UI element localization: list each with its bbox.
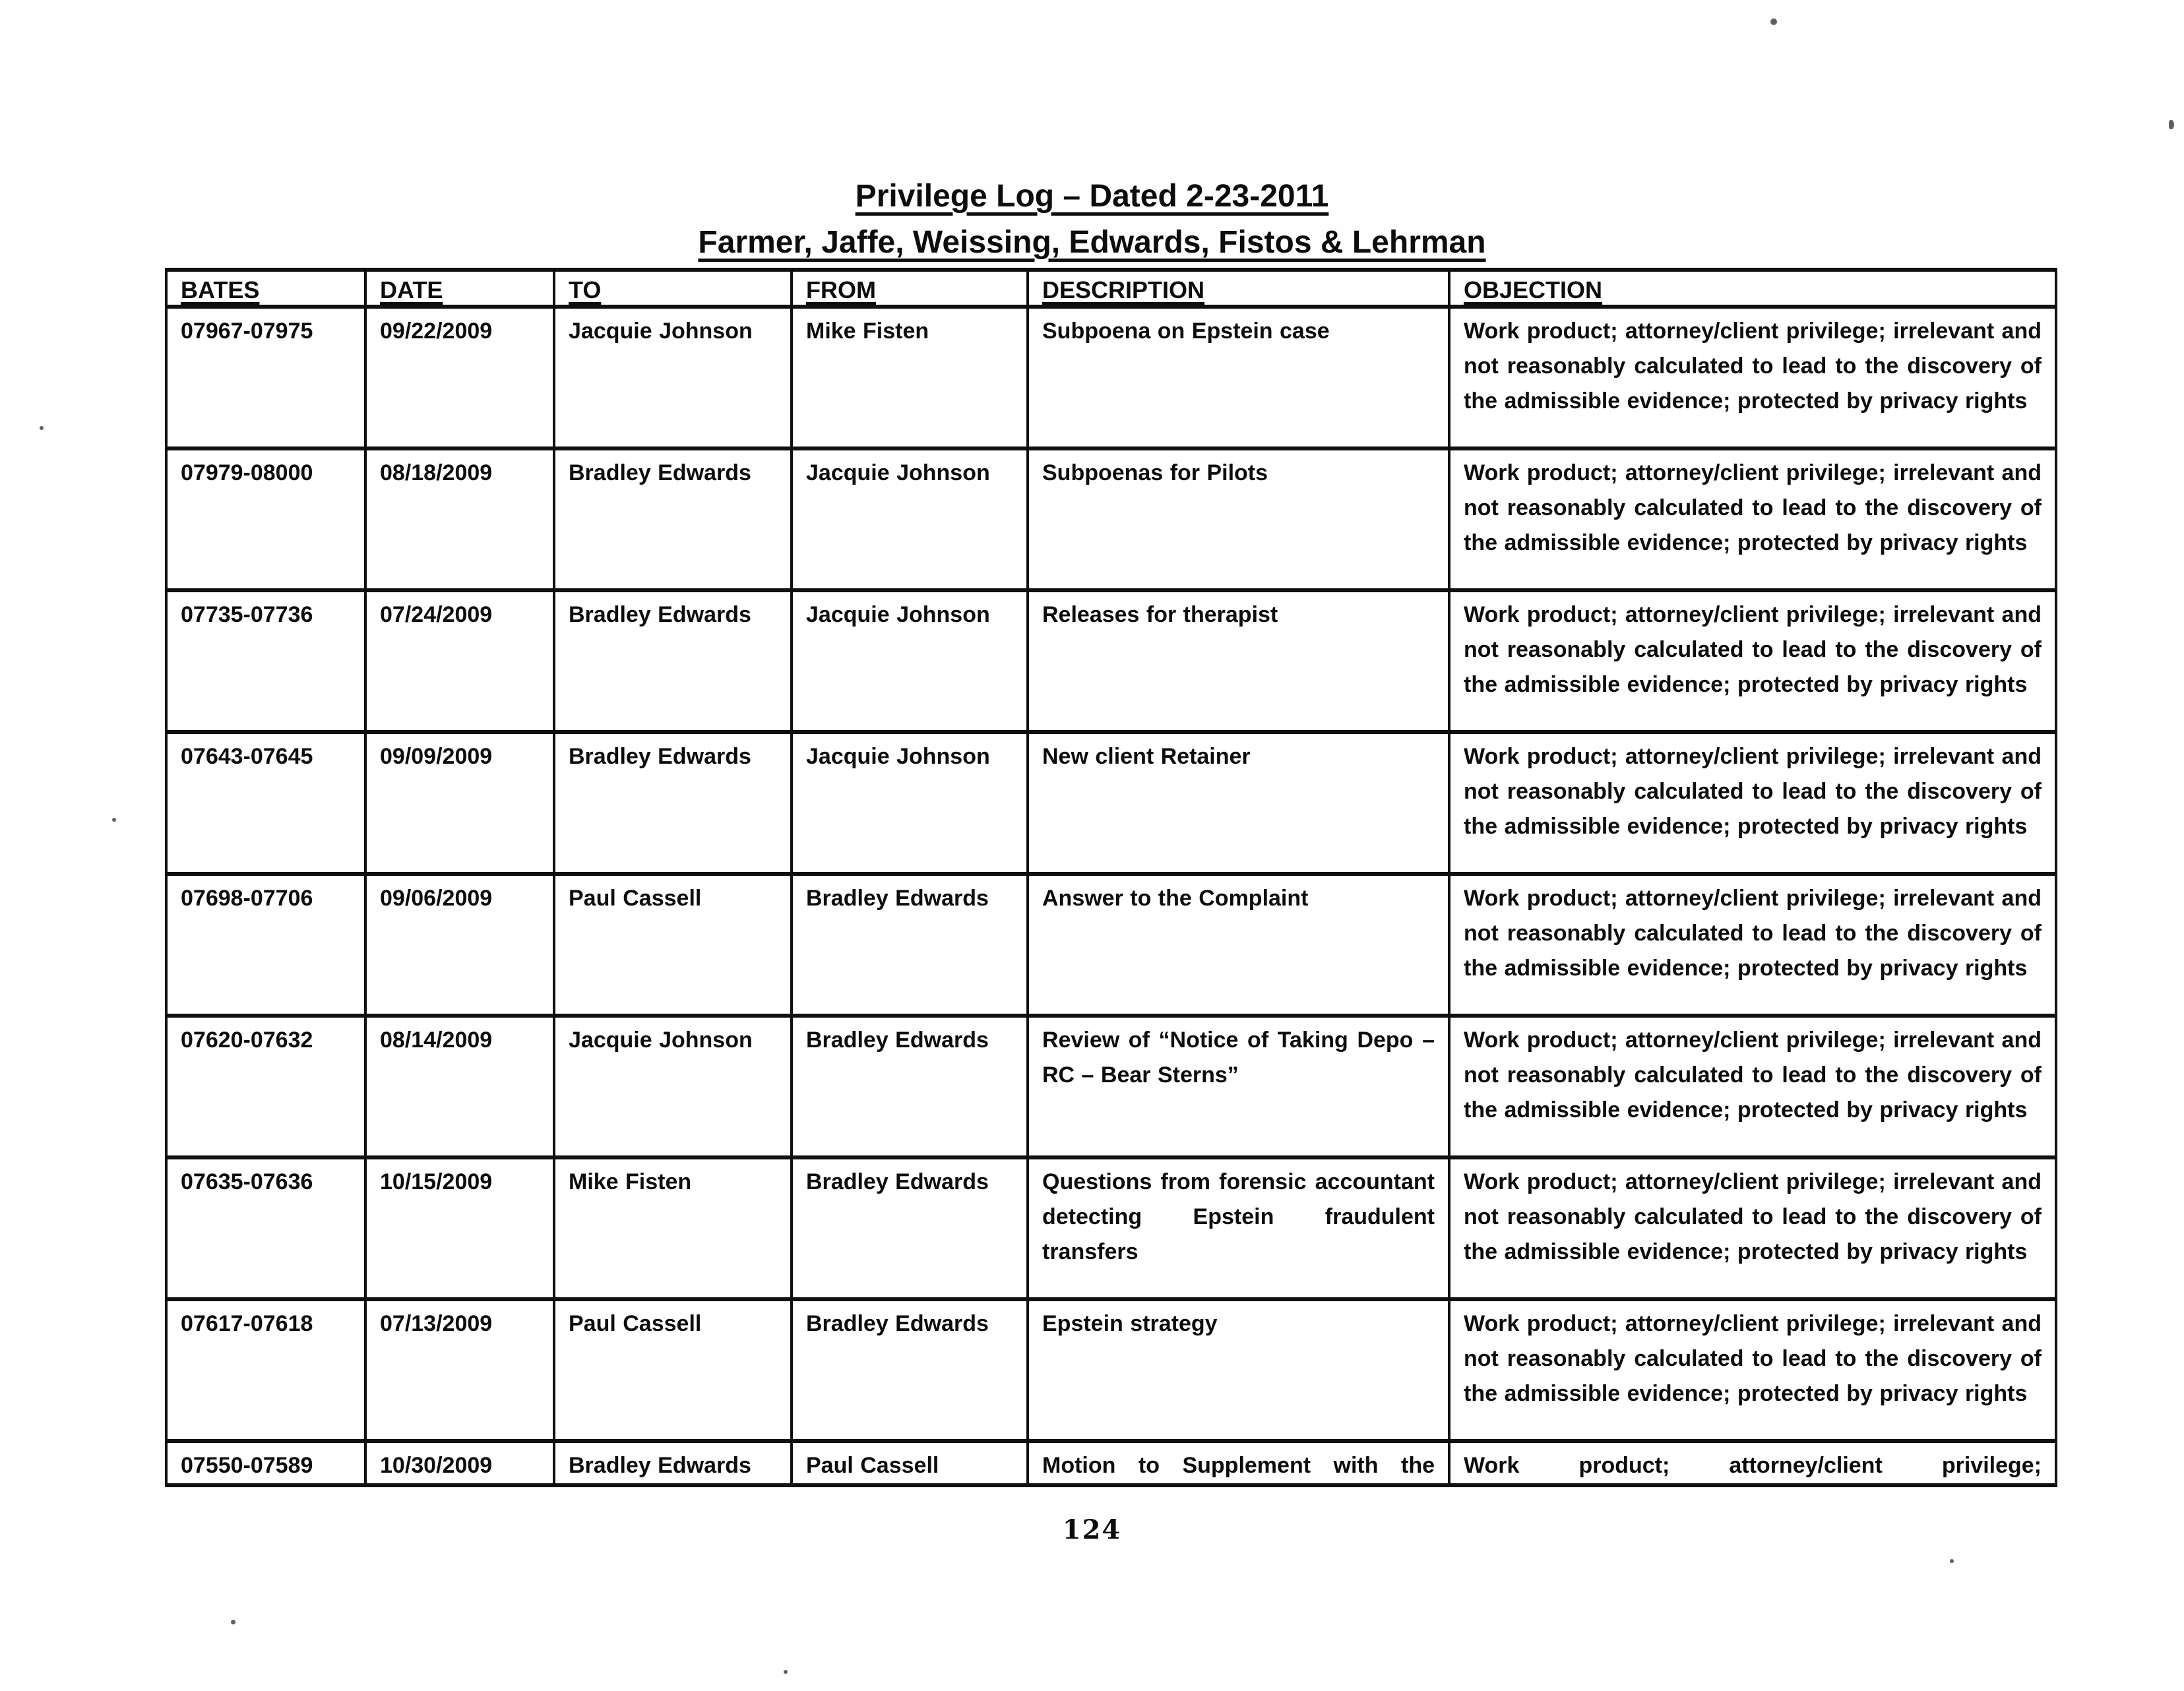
cell-description: Subpoenas for Pilots bbox=[1028, 448, 1449, 590]
cell-description: Subpoena on Epstein case bbox=[1028, 307, 1449, 448]
cell-description: Answer to the Complaint bbox=[1028, 874, 1449, 1016]
cell-from: Bradley Edwards bbox=[792, 1299, 1028, 1441]
cell-to: Bradley Edwards bbox=[554, 590, 792, 732]
cell-objection: Work product; attorney/client privilege; irrelevant and not reasonably calculated to lead to the discovery of the admissible evidence; protected by privacy rights bbox=[1449, 590, 2056, 732]
table-row bbox=[166, 1157, 2056, 1299]
table-row bbox=[166, 1016, 2056, 1157]
cell-from: Bradley Edwards bbox=[792, 1157, 1028, 1299]
cell-from: Paul Cassell bbox=[792, 1441, 1028, 1485]
document-subtitle: Farmer, Jaffe, Weissing, Edwards, Fistos & Lehrman bbox=[698, 225, 1486, 260]
column-header-to: TO bbox=[554, 270, 792, 307]
scan-artifact-dot bbox=[1770, 18, 1777, 25]
cell-bates: 07735-07736 bbox=[166, 590, 365, 732]
cell-bates: 07979-08000 bbox=[166, 448, 365, 590]
column-header-bates: BATES bbox=[166, 270, 365, 307]
cell-objection: Work product; attorney/client privilege; irrelevant and not reasonably calculated to lead to the discovery of the admissible evidence; protected by privacy rights bbox=[1449, 732, 2056, 874]
table-row bbox=[166, 590, 2056, 732]
cell-date: 08/18/2009 bbox=[365, 448, 554, 590]
cell-objection: Work product; attorney/client privilege; bbox=[1449, 1441, 2056, 1485]
cell-date: 09/09/2009 bbox=[365, 732, 554, 874]
scan-artifact-dot bbox=[112, 818, 116, 822]
cell-from: Bradley Edwards bbox=[792, 874, 1028, 1016]
cell-description: Releases for therapist bbox=[1028, 590, 1449, 732]
cell-from: Mike Fisten bbox=[792, 307, 1028, 448]
cell-to: Bradley Edwards bbox=[554, 448, 792, 590]
cell-from: Bradley Edwards bbox=[792, 1016, 1028, 1157]
scan-artifact-dot bbox=[784, 1670, 788, 1674]
cell-bates: 07620-07632 bbox=[166, 1016, 365, 1157]
document-title: Privilege Log – Dated 2-23-2011 bbox=[855, 179, 1329, 214]
cell-objection: Work product; attorney/client privilege; irrelevant and not reasonably calculated to lead to the discovery of the admissible evidence; protected by privacy rights bbox=[1449, 1299, 2056, 1441]
column-header-date: DATE bbox=[365, 270, 554, 307]
cell-objection: Work product; attorney/client privilege; irrelevant and not reasonably calculated to lead to the discovery of the admissible evidence; protected by privacy rights bbox=[1449, 1157, 2056, 1299]
cell-to: Jacquie Johnson bbox=[554, 307, 792, 448]
scan-artifact-dot bbox=[40, 426, 44, 430]
column-header-objection: OBJECTION bbox=[1449, 270, 2056, 307]
table-row bbox=[166, 874, 2056, 1016]
cell-from: Jacquie Johnson bbox=[792, 732, 1028, 874]
table-row bbox=[166, 732, 2056, 874]
column-header-description: DESCRIPTION bbox=[1028, 270, 1449, 307]
cell-to: Bradley Edwards bbox=[554, 732, 792, 874]
cell-date: 10/15/2009 bbox=[365, 1157, 554, 1299]
cell-description: Motion to Supplement with the bbox=[1028, 1441, 1449, 1485]
cell-description: Questions from forensic accountant detecting Epstein fraudulent transfers bbox=[1028, 1157, 1449, 1299]
cell-bates: 07550-07589 bbox=[166, 1441, 365, 1485]
cell-to: Paul Cassell bbox=[554, 1299, 792, 1441]
cell-from: Jacquie Johnson bbox=[792, 448, 1028, 590]
scan-artifact-dot bbox=[231, 1620, 235, 1624]
cell-description: New client Retainer bbox=[1028, 732, 1449, 874]
cell-bates: 07635-07636 bbox=[166, 1157, 365, 1299]
table-header-row bbox=[166, 270, 2056, 307]
cell-bates: 07698-07706 bbox=[166, 874, 365, 1016]
cell-to: Paul Cassell bbox=[554, 874, 792, 1016]
cell-to: Jacquie Johnson bbox=[554, 1016, 792, 1157]
cell-description: Review of “Notice of Taking Depo – RC – Bear Sterns” bbox=[1028, 1016, 1449, 1157]
table-row bbox=[166, 1441, 2056, 1485]
cell-date: 07/13/2009 bbox=[365, 1299, 554, 1441]
cell-date: 08/14/2009 bbox=[365, 1016, 554, 1157]
cell-description: Epstein strategy bbox=[1028, 1299, 1449, 1441]
page-number: 124 bbox=[1062, 1514, 1122, 1545]
cell-date: 09/06/2009 bbox=[365, 874, 554, 1016]
scan-artifact-dot bbox=[1950, 1559, 1954, 1563]
privilege-log-table bbox=[165, 268, 2057, 1487]
cell-bates: 07643-07645 bbox=[166, 732, 365, 874]
cell-from: Jacquie Johnson bbox=[792, 590, 1028, 732]
cell-objection: Work product; attorney/client privilege; irrelevant and not reasonably calculated to lead to the discovery of the admissible evidence; protected by privacy rights bbox=[1449, 307, 2056, 448]
cell-objection: Work product; attorney/client privilege; irrelevant and not reasonably calculated to lead to the discovery of the admissible evidence; protected by privacy rights bbox=[1449, 448, 2056, 590]
table-row bbox=[166, 448, 2056, 590]
cell-bates: 07617-07618 bbox=[166, 1299, 365, 1441]
table-row bbox=[166, 1299, 2056, 1441]
cell-to: Mike Fisten bbox=[554, 1157, 792, 1299]
table-row bbox=[166, 307, 2056, 448]
cell-date: 07/24/2009 bbox=[365, 590, 554, 732]
cell-date: 09/22/2009 bbox=[365, 307, 554, 448]
cell-date: 10/30/2009 bbox=[365, 1441, 554, 1485]
cell-to: Bradley Edwards bbox=[554, 1441, 792, 1485]
column-header-from: FROM bbox=[792, 270, 1028, 307]
cell-objection: Work product; attorney/client privilege; irrelevant and not reasonably calculated to lead to the discovery of the admissible evidence; protected by privacy rights bbox=[1449, 1016, 2056, 1157]
cell-bates: 07967-07975 bbox=[166, 307, 365, 448]
scan-artifact-dot bbox=[2169, 120, 2174, 129]
cell-objection: Work product; attorney/client privilege; irrelevant and not reasonably calculated to lead to the discovery of the admissible evidence; protected by privacy rights bbox=[1449, 874, 2056, 1016]
